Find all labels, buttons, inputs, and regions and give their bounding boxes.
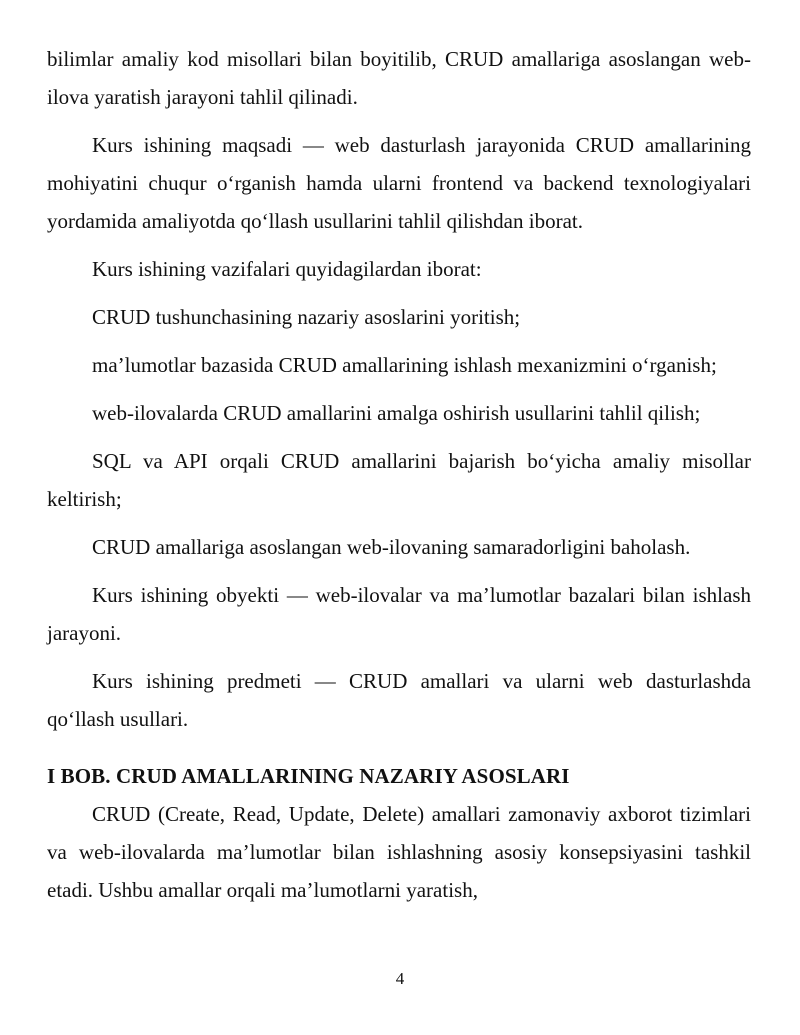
task-item-2: ma’lumotlar bazasida CRUD amallarining ishlash mexanizmini o‘rganish; bbox=[92, 353, 717, 377]
task-item-3: web-ilovalarda CRUD amallarini amalga oshirish usullarini tahlil qilish; bbox=[92, 401, 701, 425]
task-item-4: SQL va API orqali CRUD amallarini bajarish bo‘yicha amaliy misollar keltirish; bbox=[47, 449, 751, 511]
paragraph-subject: Kurs ishining predmeti — CRUD amallari va ularni web dasturlashda qo‘llash usullari. bbox=[47, 669, 751, 731]
paragraph-tasks-intro: Kurs ishining vazifalari quyidagilardan iborat: bbox=[92, 257, 482, 281]
task-item-5: CRUD amallariga asoslangan web-ilovaning samaradorligini baholash. bbox=[92, 535, 691, 559]
document-page bbox=[47, 40, 751, 909]
task-item-1: CRUD tushunchasining nazariy asoslarini yoritish; bbox=[92, 305, 521, 329]
paragraph-object: Kurs ishining obyekti — web-ilovalar va ma’lumotlar bazalari bilan ishlash jarayoni. bbox=[47, 583, 751, 645]
chapter-paragraph: CRUD (Create, Read, Update, Delete) amallari zamonaviy axborot tizimlari va web-ilovalarda ma’lumotlar bilan ishlashning asosiy konsepsiyasini tashkil etadi. Ushbu amallar orqali ma’lumotlarni yaratish, bbox=[47, 802, 751, 902]
chapter-heading: I BOB. CRUD AMALLARINING NAZARIY ASOSLARI bbox=[47, 764, 570, 788]
paragraph-intro-continuation: bilimlar amaliy kod misollari bilan boyitilib, CRUD amallariga asoslangan web-ilova yaratish jarayoni tahlil qilinadi. bbox=[47, 47, 751, 109]
paragraph-goal: Kurs ishining maqsadi — web dasturlash jarayonida CRUD amallarining mohiyatini chuqur o‘rganish hamda ularni frontend va backend texnologiyalari yordamida amaliyotda qo‘llash usullarini tahlil qilishdan iborat. bbox=[47, 133, 751, 233]
page-number: 4 bbox=[395, 969, 405, 988]
